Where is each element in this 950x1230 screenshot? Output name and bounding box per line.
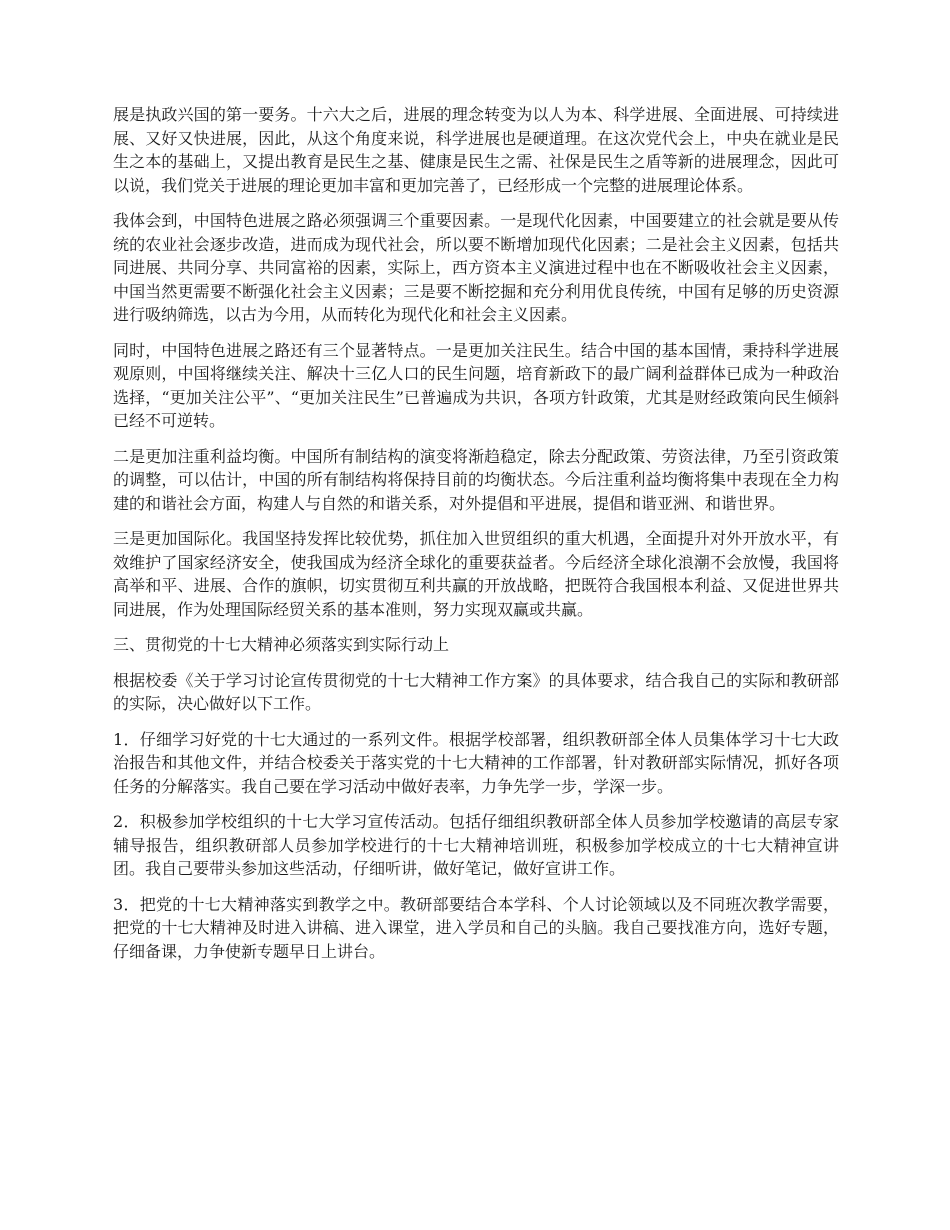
paragraph: 我体会到，中国特色进展之路必须强调三个重要因素。一是现代化因素，中国要建立的社会就是要从传统的农业社会逐步改造，进而成为现代社会，所以要不断增加现代化因素；二是社会主义因素，包括共同进展、共同分享、共同富裕的因素，实际上，西方资本主义演进过程中也在不断吸收社会主义因素，中国当然更需要不断强化社会主义因素；三是要不断挖掘和充分利用优良传统，中国有足够的历史资源进行吸纳筛选，以古为今用，从而转化为现代化和社会主义因素。 [113, 211, 839, 324]
document-body [113, 103, 839, 975]
paragraph: 二是更加注重利益均衡。中国所有制结构的演变将渐趋稳定，除去分配政策、劳资法律，乃至引资政策的调整，可以估计，中国的所有制结构将保持目前的均衡状态。今后注重利益均衡将集中表现在全力构建的和谐社会方面，构建人与自然的和谐关系，对外提倡和平进展，提倡和谐亚洲、和谐世界。 [113, 446, 839, 513]
list-item: 1．仔细学习好党的十七大通过的一系列文件。根据学校部署，组织教研部全体人员集体学习十七大政治报告和其他文件，并结合校委关于落实党的十七大精神的工作部署，针对教研部实际情况，抓好各项任务的分解落实。我自己要在学习活动中做好表率，力争先学一步，学深一步。 [113, 729, 839, 796]
paragraph: 根据校委《关于学习讨论宣传贯彻党的十七大精神工作方案》的具体要求，结合我自己的实际和教研部的实际，决心做好以下工作。 [113, 670, 839, 713]
paragraph: 三是更加国际化。我国坚持发挥比较优势，抓住加入世贸组织的重大机遇，全面提升对外开放水平，有效维护了国家经济安全，使我国成为经济全球化的重要获益者。今后经济全球化浪潮不会放慢，我国将高举和平、进展、合作的旗帜，切实贯彻互利共赢的开放战略，把既符合我国根本利益、又促进世界共同进展，作为处理国际经贸关系的基本准则，努力实现双赢或共赢。 [113, 529, 839, 619]
section-heading: 三、贯彻党的十七大精神必须落实到实际行动上 [113, 635, 450, 654]
paragraph: 展是执政兴国的第一要务。十六大之后，进展的理念转变为以人为本、科学进展、全面进展、可持续进展、又好又快进展，因此，从这个角度来说，科学进展也是硬道理。在这次党代会上，中央在就业是民生之本的基础上，又提出教育是民生之基、健康是民生之需、社保是民生之盾等新的进展理念，因此可以说，我们党关于进展的理论更加丰富和更加完善了，已经形成一个完整的进展理论体系。 [113, 105, 839, 195]
list-item: 3．把党的十七大精神落实到教学之中。教研部要结合本学科、个人讨论领域以及不同班次教学需要，把党的十七大精神及时进入讲稿、进入课堂，进入学员和自己的头脑。我自己要找准方向，选好专题，仔细备课，力争使新专题早日上讲台。 [113, 894, 839, 961]
list-item: 2．积极参加学校组织的十七大学习宣传活动。包括仔细组织教研部全体人员参加学校邀请的高层专家辅导报告，组织教研部人员参加学校进行的十七大精神培训班，积极参加学校成立的十七大精神宣讲团。我自己要带头参加这些活动，仔细听讲，做好笔记，做好宣讲工作。 [113, 812, 839, 878]
paragraph: 同时，中国特色进展之路还有三个显著特点。一是更加关注民生。结合中国的基本国情，秉持科学进展观原则，中国将继续关注、解决十三亿人口的民生问题，培育新政下的最广阔利益群体已成为一种政治选择，“更加关注公平”、“更加关注民生”已普遍成为共识，各项方针政策，尤其是财经政策向民生倾斜已经不可逆转。 [113, 340, 839, 430]
